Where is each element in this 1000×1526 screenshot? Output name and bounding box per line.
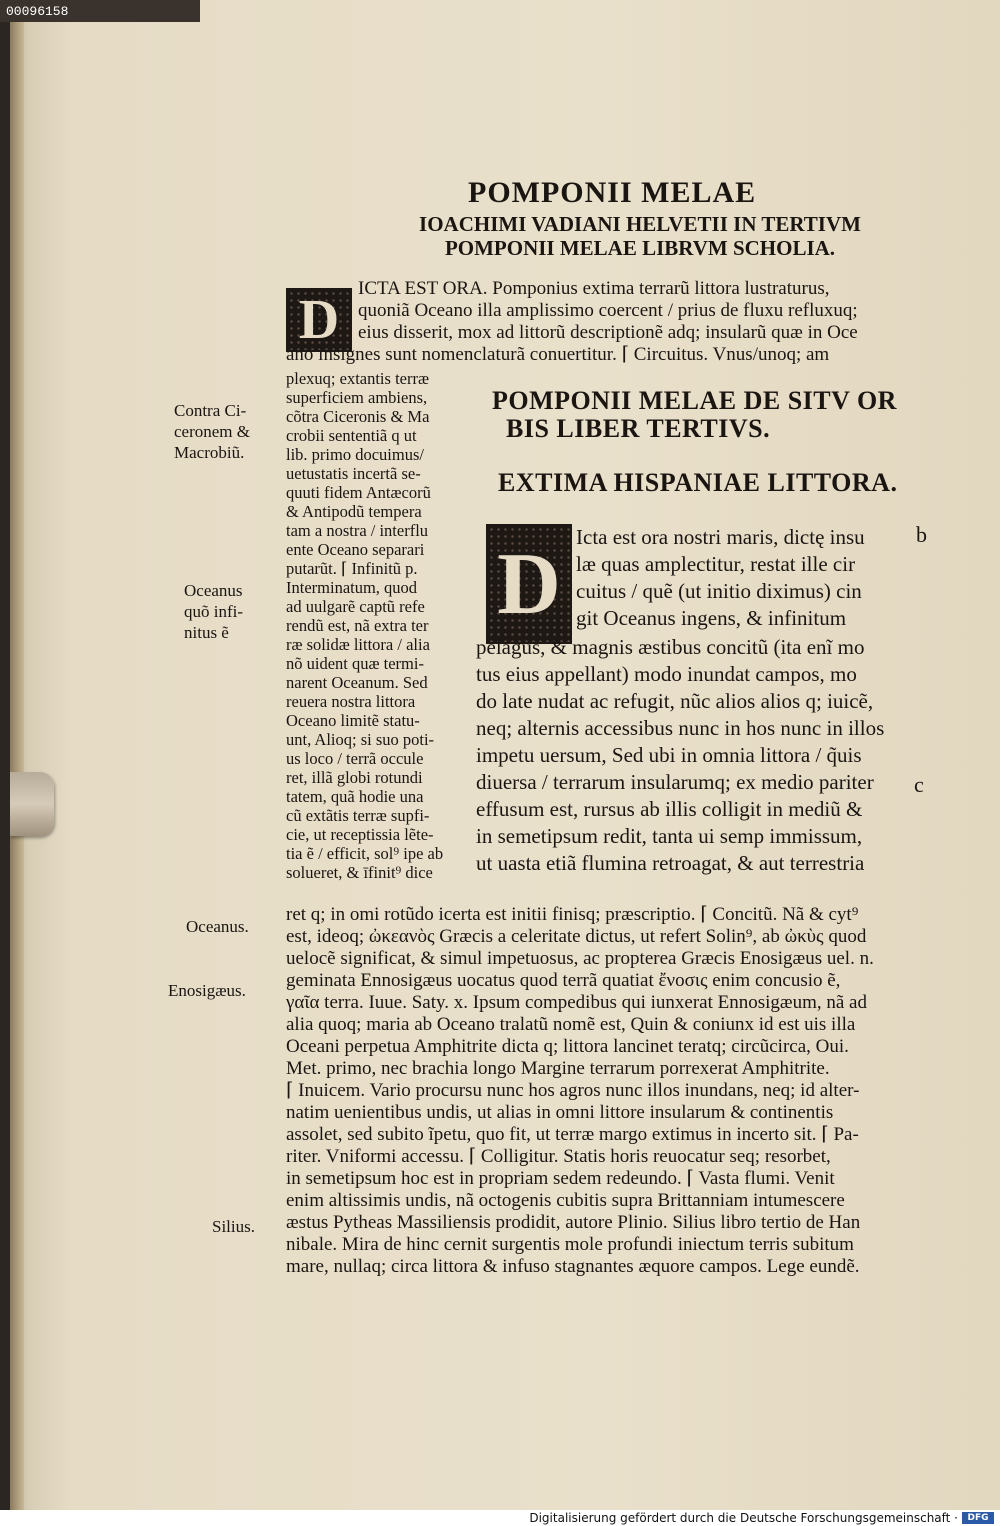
commentary-narrow-line: plexuq; extantis terræ bbox=[286, 369, 429, 388]
main-text-line: do late nudat ac refugit, nũc alios alios q; iuicẽ, bbox=[476, 689, 874, 713]
book-page bbox=[10, 0, 1000, 1510]
commentary-bottom-line: uelocẽ significat, & simul impetuosus, ac propterea Græcis Enosigæus uel. n. bbox=[286, 948, 874, 969]
section-heading: EXTIMA HISPANIAE LITTORA. bbox=[498, 468, 898, 497]
marginal-note-oceanus: Oceanus. bbox=[186, 917, 249, 936]
commentary-bottom-line: nibale. Mira de hinc cernit surgentis mole profundi iniectum terris subitum bbox=[286, 1234, 854, 1255]
commentary-bottom-line: geminata Ennosigæus uocatus quod terrã quatiat ἔνοσις enim concusio ẽ, bbox=[286, 970, 841, 991]
commentary-narrow-line: nõ uident quæ termi- bbox=[286, 654, 424, 673]
commentary-bottom-line: alia quoq; maria ab Oceano tralatũ nomẽ est, Quin & coniunx id est uis illa bbox=[286, 1014, 856, 1035]
commentary-narrow-line: ræ solidæ littora / alia bbox=[286, 635, 430, 654]
marginal-letter-c: c bbox=[914, 772, 924, 797]
commentary-narrow-line: & Antipodũ tempera bbox=[286, 502, 422, 521]
commentary-bottom-line: riter. Vniformi accessu. ⌈ Colligitur. Statis horis reuocatur seq; resorbet, bbox=[286, 1146, 831, 1167]
commentary-bottom-line: in semetipsum hoc est in propriam sedem redeundo. ⌈ Vasta flumi. Venit bbox=[286, 1168, 835, 1189]
page-clip bbox=[10, 772, 54, 836]
scholia-title-line-2: POMPONII MELAE LIBRVM SCHOLIA. bbox=[444, 236, 836, 260]
initial-letter: D bbox=[298, 289, 340, 351]
commentary-bottom-line: assolet, sed subito ĩpetu, quo fit, ut terræ margo extimus in incerto sit. ⌈ Pa- bbox=[286, 1124, 859, 1145]
scholia-title-line-1: IOACHIMI VADIANI HELVETII IN TERTIVM bbox=[419, 212, 861, 236]
commentary-narrow-line: rendũ est, nã extra ter bbox=[286, 616, 429, 635]
marginal-note-line: quõ infi- bbox=[184, 602, 244, 621]
marginal-note-line: Contra Ci- bbox=[174, 401, 247, 420]
commentary-narrow-line: ente Oceano separari bbox=[286, 540, 425, 559]
commentary-narrow-line: ret, illã globi rotundi bbox=[286, 768, 423, 787]
decorated-initial-text bbox=[486, 524, 572, 644]
main-text-line: pelagus, & magnis æstibus concitũ (ita enĩ mo bbox=[476, 635, 865, 659]
running-title: POMPONII MELAE bbox=[468, 176, 757, 209]
main-text-line: impetu uersum, Sed ubi in omnia littora / q̃uis bbox=[476, 743, 862, 767]
commentary-narrow-line: quuti fidem Antæcorũ bbox=[286, 483, 431, 502]
main-text-line: tus eius appellant) modo inundat campos, mo bbox=[476, 662, 857, 686]
commentary-narrow-line: superficiem ambiens, bbox=[286, 388, 428, 407]
shelfmark-label: 00096158 bbox=[0, 0, 200, 22]
commentary-intro-line: ICTA EST ORA. Pomponius extima terrarũ littora lustraturus, bbox=[358, 278, 830, 299]
commentary-intro-line: quoniã Oceano illa amplissimo coercent / prius de fluxu refluxuq; bbox=[358, 300, 858, 321]
main-text-line: Icta est ora nostri maris, dictę insu bbox=[576, 525, 865, 549]
commentary-narrow-line: cõtra Ciceronis & Ma bbox=[286, 407, 430, 426]
marginal-note-silius: Silius. bbox=[212, 1217, 255, 1236]
commentary-bottom-line: ret q; in omi rotũdo icerta est initii finisq; præscriptio. ⌈ Concitũ. Nã & cyt⁹ bbox=[286, 904, 859, 925]
marginal-letter-b: b bbox=[916, 522, 927, 547]
commentary-narrow-line: unt, Alioq; si suo poti- bbox=[286, 730, 435, 749]
commentary-narrow-line: lib. primo docuimus/ bbox=[286, 445, 424, 464]
commentary-narrow-line: putarũt. ⌈ Infinitũ p. bbox=[286, 559, 418, 578]
footer-credit: Digitalisierung gefördert durch die Deutsche Forschungsgemeinschaft · bbox=[529, 1511, 958, 1525]
commentary-narrow-line: Interminatum, quod bbox=[286, 578, 418, 597]
commentary-bottom-line: Met. primo, nec brachia longo Margine terrarum porrexerat Amphitrite. bbox=[286, 1058, 830, 1079]
marginal-note-enosigaeus: Enosigæus. bbox=[168, 981, 246, 1000]
marginal-note-line: nitus ẽ bbox=[184, 623, 229, 642]
commentary-narrow-line: us loco / terrã occule bbox=[286, 749, 424, 768]
commentary-bottom-line: æstus Pytheas Massiliensis prodidit, autore Plinio. Silius libro tertio de Han bbox=[286, 1212, 861, 1233]
commentary-narrow-line: solueret, & īfinit⁹ dice bbox=[286, 863, 433, 882]
digitization-footer bbox=[0, 1510, 1000, 1526]
commentary-narrow-line: cie, ut receptissia lẽte- bbox=[286, 825, 434, 844]
commentary-bottom-line: γαῖα terra. Iuue. Saty. x. Ipsum compedibus qui iunxerat Ennosigæum, nã ad bbox=[286, 992, 867, 1013]
commentary-intro-line: eius disserit, mox ad littorũ descriptionẽ adq; insularũ quæ in Oce bbox=[358, 322, 858, 343]
dfg-logo-icon: DFG bbox=[962, 1512, 994, 1524]
main-text-line: ut uasta etiã flumina retroagat, & aut terrestria bbox=[476, 851, 865, 875]
commentary-bottom-line: natim uenientibus undis, ut alias in omni littore insularum & continentis bbox=[286, 1102, 834, 1123]
marginal-note-line: Oceanus bbox=[184, 581, 243, 600]
commentary-narrow-line: Oceano limitẽ statu- bbox=[286, 711, 420, 730]
main-text-line: git Oceanus ingens, & infinitum bbox=[576, 606, 847, 630]
commentary-narrow-line: cũ extãtis terræ supfi- bbox=[286, 806, 430, 825]
commentary-narrow-line: uetustatis incertã se- bbox=[286, 464, 421, 483]
commentary-bottom-line: enim altissimis undis, nã octogenis cubitis supra Brittanniam intumescere bbox=[286, 1190, 845, 1211]
main-text-line: læ quas amplectitur, restat ille cir bbox=[576, 552, 856, 576]
decorated-initial-commentary bbox=[286, 288, 352, 352]
commentary-intro-line: ano insignes sunt nomenclaturã conuertitur. ⌈ Circuitus. Vnus/unoq; am bbox=[286, 344, 830, 365]
book-heading-line-1: POMPONII MELAE DE SITV OR bbox=[492, 386, 897, 415]
marginal-note-infinitus bbox=[184, 580, 243, 643]
initial-letter: D bbox=[497, 535, 561, 633]
commentary-narrow-line: crobii sententiã q ut bbox=[286, 426, 417, 445]
main-text-line: cuitus / quẽ (ut initio diximus) cin bbox=[576, 579, 862, 603]
main-text-line: neq; alternis accessibus nunc in hos nunc in illos bbox=[476, 716, 885, 740]
main-text-line: diuersa / terrarum insularumq; ex medio pariter bbox=[476, 770, 874, 794]
commentary-narrow-line: tatem, quã hodie una bbox=[286, 787, 424, 806]
main-text-line: in semetipsum redit, tanta ui semp immissum, bbox=[476, 824, 863, 848]
commentary-bottom-line: mare, nullaq; circa littora & infuso stagnantes æquore campos. Lege eundẽ. bbox=[286, 1256, 860, 1277]
commentary-bottom-line: ⌈ Inuicem. Vario procursu nunc hos agros nunc illos inundans, neq; id alter- bbox=[286, 1080, 860, 1101]
commentary-narrow-line: tia ẽ / efficit, sol⁹ ipe ab bbox=[286, 844, 444, 863]
commentary-narrow-line: ad uulgarẽ captũ refe bbox=[286, 597, 425, 616]
commentary-narrow-line: reuera nostra littora bbox=[286, 692, 416, 711]
marginal-note-contra bbox=[174, 400, 250, 463]
commentary-narrow-line: narent Oceanum. Sed bbox=[286, 673, 428, 692]
commentary-bottom-line: Oceani perpetua Amphitrite dicta q; littora lancinet teratq; circũcirca, Oui. bbox=[286, 1036, 849, 1057]
book-heading-line-2: BIS LIBER TERTIVS. bbox=[506, 414, 771, 443]
commentary-narrow-line: tam a nostra / interflu bbox=[286, 521, 429, 540]
marginal-note-line: Macrobiũ. bbox=[174, 443, 245, 462]
marginal-note-line: ceronem & bbox=[174, 422, 250, 441]
commentary-bottom-line: est, ideoq; ὠκεανὸς Græcis a celeritate dictus, ut refert Solin⁹, ab ὠκὺς quod bbox=[286, 926, 867, 947]
main-text-line: effusum est, rursus ab illis colligit in mediũ & bbox=[476, 797, 863, 821]
page-gutter-shadow bbox=[10, 0, 24, 1510]
